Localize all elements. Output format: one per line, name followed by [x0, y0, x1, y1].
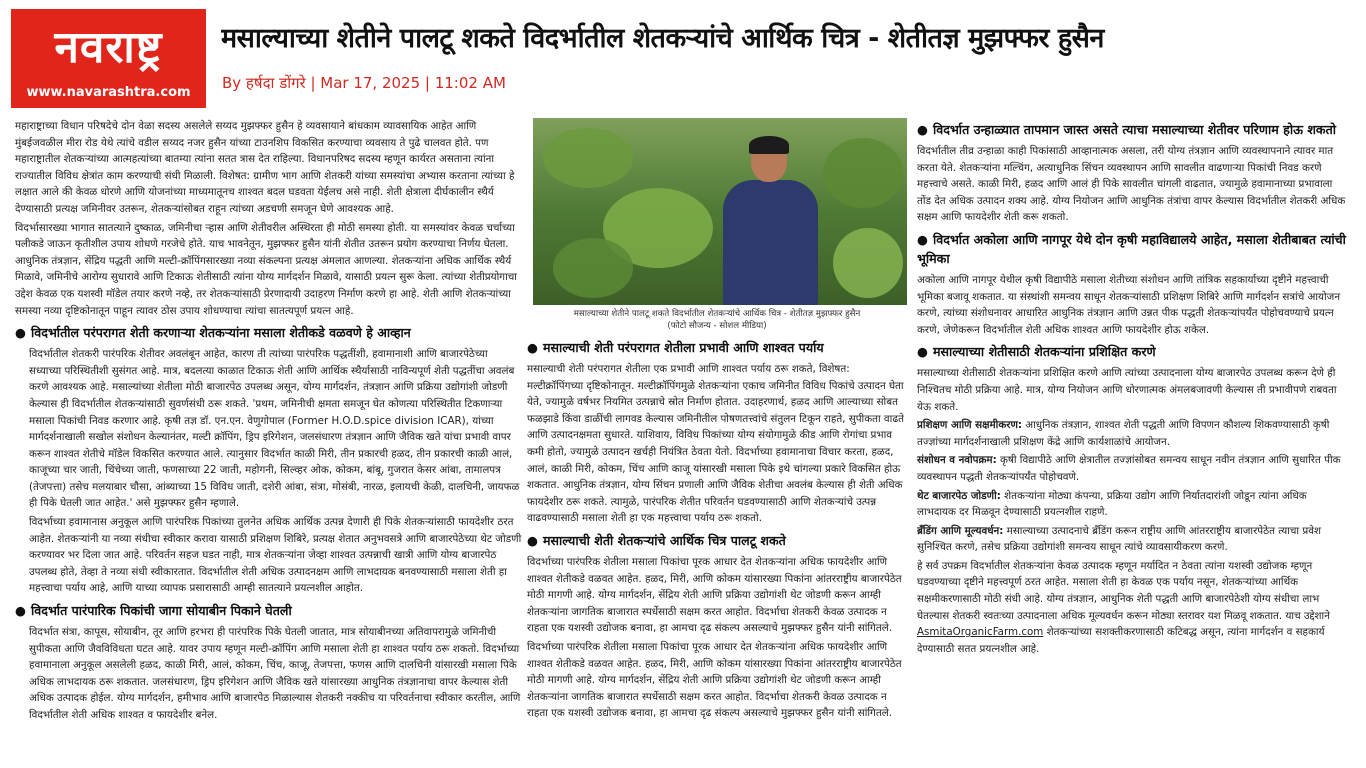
- photo-caption: मसाल्याच्या शेतीने पालटू शकते विदर्भातील शेतकऱ्यांचे आर्थिक चित्र - शेतीतज्ञ मुझफ्फर हुसैन (फोटो सौजन्य - सोशल मीडिया): [527, 308, 907, 332]
- section-heading: ● मसाल्याच्या शेतीसाठी शेतकऱ्यांना प्रशिक्षित करणे: [917, 344, 1156, 360]
- bullet-icon: ●: [527, 532, 538, 548]
- section-heading: ● विदर्भात पारंपारिक पिकांची जागा सोयाबीन पिकाने घेतली: [15, 603, 292, 619]
- list-item: प्रशिक्षण आणि सक्षमीकरण: आधुनिक तंत्रज्ञान, शाश्वत शेती पद्धती आणि विपणन कौशल्य शिकवण्यासाठी कृषी तज्ज्ञांच्या मार्गदर्शनाखाली प्रशिक्षण केंद्रे आणि कार्यशाळांचे आयोजन.: [917, 419, 1330, 448]
- farm-website-link[interactable]: AsmitaOrganicFarm.com: [917, 626, 1044, 639]
- section-heading: ● मसाल्याची शेती परंपरागत शेतीला प्रभावी आणि शाश्वत पर्याय: [527, 340, 824, 355]
- paragraph: विदर्भाच्या पारंपरिक शेतीला मसाला पिकांचा पूरक आधार देत शेतकऱ्यांना अधिक फायदेशीर आणि शाश्वत शेतीकडे वळवत आहेत. हळद, मिरी, आणि कोकम यांसारख्या पिकांना आंतरराष्ट्रीय बाजारपेठेत मोठी मागणी आहे. योग्य मार्गदर्शन, सेंद्रिय शेती आणि प्रक्रिया उद्योगांशी थेट जोडणी करून आम्ही शेतकऱ्यांना जागतिक बाजारात स्पर्धेसाठी सक्षम करत आहोत. विदर्भाचा शेतकरी केवळ उत्पादक न राहता एक यशस्वी उद्योजक बनावा, हा आमचा दृढ संकल्प असल्याचे मुझफ्फर हुसैन यांनी सांगितले.: [527, 555, 902, 635]
- paragraph: विदर्भातील तीव्र उन्हाळा काही पिकांसाठी आव्हानात्मक असला, तरी योग्य तंत्रज्ञान आणि व्यवस्थापनाने त्यावर मात करता येते. शेतकऱ्यांना मल्चिंग, अत्याधुनिक सिंचन व्यवस्थापन आणि सावलीत वाढणाऱ्या पिकांची निवड करणे महत्त्वाचे असते. काळी मिरी, हळद आणि आलं ही पिके सावलीत चांगली वाढतात, ज्यामुळे हवामानाच्या प्रभावाला तोंड देत अधिक उत्पादन शक्य आहे. योग्य नियोजन आणि आधुनिक तंत्रांचा वापर केल्यास विदर्भातील शेतकरी अधिक सक्षम आणि फायदेशीर शेती करू शकतो.: [917, 145, 1346, 224]
- list-item: संशोधन व नवोपक्रम: कृषी विद्यापीठे आणि क्षेत्रातील तज्ज्ञांसोबत समन्वय साधून नवीन तंत्रज्ञान आणि सुधारित पीक व्यवस्थापन पद्धती शेतकऱ्यांपर्यंत पोहोचवणे.: [917, 454, 1341, 483]
- list-item: ब्रँडिंग आणि मूल्यवर्धन: मसाल्याच्या उत्पादनाचे ब्रँडिंग करून राष्ट्रीय आणि आंतरराष्ट्रीय बाजारपेठेत त्याचा प्रवेश सुनिश्चित करणे, तसेच प्रक्रिया उद्योगांशी समन्वय साधून त्यांचे व्यावसायीकरण करणे.: [917, 524, 1321, 554]
- paragraph: हे सर्व उपक्रम विदर्भातील शेतकऱ्यांना केवळ उत्पादक म्हणून मर्यादित न ठेवता त्यांना यशस्वी उद्योजक म्हणून घडवण्याच्या दृष्टीने महत्त्वपूर्ण ठरत आहेत. मसाला शेती हा केवळ एक पर्याय नसून, शेतकऱ्यांच्या आर्थिक सक्षमीकरणासाठी मोठी संधी आहे. योग्य तंत्रज्ञान, आधुनिक शेती पद्धती आणि बाजारपेठेशी योग्य संधीचा लाभ घेतल्यास शेतकरी स्वतःच्या उत्पादनाला अधिक मूल्यवर्धन करून मोठ्या स्तरावर यश मिळवू शकतात. याच उद्देशाने AsmitaOrganicFarm.com शेतकऱ्यांच्या सशक्तीकरणासाठी कटिबद्ध असून, त्यांना मार्गदर्शन व सहकार्य देण्यासाठी सतत प्रयत्नशील आहे.: [917, 559, 1330, 655]
- paragraph: अकोला आणि नागपूर येथील कृषी विद्यापीठे मसाला शेतीच्या संशोधन आणि तांत्रिक सहकार्याच्या दृष्टीने महत्त्वाची भूमिका बजावू शकतात. या संस्थांशी समन्वय साधून शेतकऱ्यांसाठी प्रशिक्षण शिबिरे आणि मार्गदर्शन सत्रांचे आयोजन करणे, त्यांच्या संशोधनावर आधारित आधुनिक तंत्रज्ञान आणि उन्नत पीक पद्धती शेतकऱ्यांपर्यंत पोहोचवण्याचे प्रयत्न करणे, जेणेकरून विदर्भातील शेती अधिक शाश्वत आणि फायदेशीर होऊ शकेल.: [917, 273, 1341, 336]
- logo-url: www.navarashtra.com: [26, 85, 191, 100]
- paragraph: विदर्भाच्या हवामानास अनुकूल आणि पारंपरिक पिकांच्या तुलनेत अधिक आर्थिक उत्पन्न देणारी ही पिके शेतकऱ्यांसाठी फायदेशीर ठरत आहेत. शेतकऱ्यांनी या नव्या संधीचा स्वीकार करावा यासाठी प्रशिक्षण शिबिरे, प्रत्यक्ष शेतात अनुभवसत्रे आणि बाजारपेठेच्या थेट जोडणी करण्यावर भर दिला जात आहे. परिवर्तन सहज घडत नाही, मात्र शेतकऱ्यांना जेव्हा शाश्वत उत्पन्नाची खात्री आणि योग्य बाजारपेठ उपलब्ध होते, तेव्हा ते नव्या संधी स्वीकारतात. विदर्भातील शेती अधिक उत्पादनक्षम आणि लाभदायक बनवण्यासाठी मसाला शेती हा महत्त्वाचा पर्याय आहे, आणि याच्या व्यापक प्रसारासाठी आम्ही सातत्याने प्रयत्नशील आहोत.: [29, 516, 522, 595]
- bullet-icon: ●: [917, 122, 928, 137]
- paragraph: महाराष्ट्राच्या विधान परिषदेचे दोन वेळा सदस्य असलेले सय्यद मुझफ्फर हुसैन हे व्यवसायाने बांधकाम व्यावसायिक आहेत आणि मुंबईजवळील मीरा रोड येथे त्यांचे वडील सय्यद नजर हुसैन यांच्या टाउनशिप विकसित करण्याचा व्यवसाय ते पुढे चालवत होते. पण महाराष्ट्रातील शेतकऱ्यांच्या आत्महत्यांच्या बातम्या त्यांना सतत त्रास देत राहिल्या. विधानपरिषद सदस्य म्हणून कार्यरत असताना त्यांना राज्यातील विविध क्षेत्रांत काम करण्याची संधी मिळाली. विशेषत: ग्रामीण भाग आणि शेतकरी यांच्या समस्यांचा अभ्यास करताना त्यांच्या हे लक्षात आले की केवळ धोरणे आणि योजनांच्या माध्यमातूनच शाश्वत बदल घडवता येईलच असे नाही. शेती क्षेत्राला दीर्घकालीन स्थैर्य देण्यासाठी प्रत्यक्ष जमिनीवर उतरून, शेतकऱ्यांसोबत राहून त्यांच्या अडचणी समजून घेणे आवश्यक आहे.: [15, 120, 515, 215]
- section-heading: ● विदर्भात अकोला आणि नागपूर येथे दोन कृषी महाविद्यालये आहेत, मसाला शेतीबाबत त्यांची भूमिका: [917, 231, 1346, 266]
- site-logo[interactable]: [11, 9, 206, 108]
- paragraph: विदर्भात संत्रा, कापूस, सोयाबीन, तूर आणि हरभरा ही पारंपरिक पिके घेतली जातात, मात्र सोयाबीनच्या अतिवापरामुळे जमिनीची सुपीकता आणि जैवविविधता घटत आहे. यावर उपाय म्हणून मल्टी-क्रॉपिंग आणि मसाला शेती हा शाश्वत पर्याय ठरू शकतो. विदर्भाच्या हवामानाला अनुकूल असलेली हळद, काळी मिरी, आलं, कोकम, चिंच, काजू, तेजपत्ता, फणस आणि दालचिनी यांसारखी मसाला पिके अधिक लाभदायक ठरू शकतात. जलसंधारण, ड्रिप इरिगेशन आणि जैविक खते यांसारख्या आधुनिक तंत्रज्ञानाचा वापर केल्यास शेती अधिक उत्पादक होईल. योग्य मार्गदर्शन, हमीभाव आणि बाजारपेठ मिळाल्यास शेतकरी नक्कीच या परिवर्तनाचा स्वीकार करतील, आणि विदर्भातील शेती अधिक शाश्वत व फायदेशीर बनेल.: [29, 626, 521, 721]
- article-photo[interactable]: [533, 118, 907, 305]
- paragraph: विदर्भातील शेतकरी पारंपरिक शेतीवर अवलंबून आहेत, कारण ती त्यांच्या पारंपरिक पद्धतींशी, हवामानाशी आणि बाजारपेठेच्या सध्याच्या परिस्थितीशी सुसंगत आहे. मात्र, बदलत्या काळात टिकाऊ शेती आणि आर्थिक स्थैर्यासाठी नाविन्यपूर्ण शेती पद्धतींचा अवलंब करणे आवश्यक आहे. मसाल्यांच्या शेतीला मोठी बाजारपेठ उपलब्ध असून, योग्य मार्गदर्शन, तंत्रज्ञान आणि प्रक्रिया उद्योगांशी जोडणी केल्यास ही विदर्भातील शेतकऱ्यांसाठी सुवर्णसंधी ठरू शकते. 'प्रथम, जमिनीची क्षमता समजून घेत कोणत्या परिस्थितीत टिकणाऱ्या मसाला पिकांची निवड करणार आहे. कृषी तज्ञ डॉ. एन.एन. वेणुगोपाल (Former H.O.D.spice division ICAR), यांच्या मार्गदर्शनाखाली सखोल संशोधन केल्यानंतर, मल्टी क्रॉपिंग, ड्रिप इरिगेशन, जलसंधारण तंत्रज्ञान आणि जैविक खते यांचा प्रभावी वापर करून शाश्वत शेतीचे मॉडेल विकसित करण्यात आले. त्यानुसार विदर्भात काळी मिरी, तीन प्रकारची हळद, तीन प्रकारची काळी आलं, काजूच्या चार जाती, चिंचेच्या जाती, फणसाच्या 22 जाती, महोगनी, सिल्व्हर ओक, कोकम, बांबू, गुजरात केसर आंबा, तामालपत्र (तेजपत्ता) तसेच मलयाबार चौसा, आंब्याच्या 15 विविध जाती, दशेरी आंबा, संत्रा, मोसंबी, नारळ, इलायची केळी, दालचिनी, जायफळ ही पिके घेतली जात आहेत.' असे मुझफ्फर हुसैन म्हणाले.: [29, 348, 520, 510]
- paragraph: विदर्भासारख्या भागात सातत्याने दुष्काळ, जमिनीचा ऱ्हास आणि शेतीवरील अस्थिरता ही मोठी समस्या होती. या समस्यांवर केवळ चर्चाच्या पलीकडे जाऊन कृतीशील उपाय शोधणे गरजेचे होते. याच भावनेतून, मुझफ्फर हुसैन यांनी शेतीत उतरून प्रयोग करण्याचा निर्णय घेतला. आधुनिक तंत्रज्ञान, सेंद्रिय पद्धती आणि मल्टी-क्रॉपिंगसारख्या नव्या संकल्पना प्रत्यक्ष अंमलात आणल्या. शेतकऱ्यांना अधिक आर्थिक स्थैर्य मिळावे, जमिनीचे आरोग्य सुधारावे आणि टिकाऊ शेतीसाठी त्यांना योग्य मार्गदर्शन मिळावे, यासाठी प्रयत्न सुरू केला. त्यांच्या शेतीप्रयोगाचा उद्देश केवळ एक यशस्वी मॉडेल तयार करणे नव्हे, तर शेतकऱ्यांसाठी प्रेरणादायी उदाहरण निर्माण करणे हा आहे. शेती आणि शेतकऱ्यांच्या समस्या नव्या दृष्टिकोनातून पाहून त्यावर ठोस उपाय शोधण्याचा त्यांचा सातत्यपूर्ण प्रयत्न आहे.: [15, 221, 517, 317]
- article-byline: By हर्षदा डोंगरे | Mar 17, 2025 | 11:02 AM: [222, 74, 506, 92]
- section-heading: ● विदर्भातील परंपरागत शेती करणाऱ्या शेतकऱ्यांना मसाला शेतीकडे वळवणे हे आव्हान: [15, 325, 411, 341]
- bullet-icon: ●: [917, 231, 928, 247]
- paragraph: मसाल्याची शेती परंपरागत शेतीला एक प्रभावी आणि शाश्वत पर्याय ठरू शकते, विशेषत: मल्टीक्रॉपिंगच्या दृष्टिकोनातून. मल्टीक्रॉपिंगमुळे शेतकऱ्यांना एकाच जमिनीत विविध पिकांचे उत्पादन घेता येते, ज्यामुळे वर्षभर नियमित उत्पन्नाचे स्रोत निर्माण होतात. उदाहरणार्थ, हळद आणि आल्याच्या सोबत फळझाडे किंवा डाळींची लागवड केल्यास जमिनीतील पोषणतत्त्वांचे संतुलन टिकून राहते, सुपीकता वाढते आणि उत्पादनक्षमता सुधारते. याशिवाय, विविध पिकांच्या योग्य संयोगामुळे कीड आणि रोगांचा प्रभाव कमी होतो, ज्यामुळे उत्पादन खर्चही नियंत्रित ठेवता येतो. विदर्भाच्या हवामानाचा विचार करता, हळद, आलं, काळी मिरी, कोकम, चिंच आणि काजू यांसारखी मसाला पिके इथे चांगल्या प्रकारे विकसित होऊ शकतात. आधुनिक तंत्रज्ञान, योग्य सिंचन प्रणाली आणि जैविक शेतीचा अवलंब केल्यास ही शेती अधिक फायदेशीर ठरू शकते. त्यामुळे, पारंपरिक शेतीत परिवर्तन घडवण्यासाठी आणि शेतकऱ्यांचे उत्पन्न वाढवण्यासाठी मसाला शेती हा एक महत्त्वाचा पर्याय ठरू शकतो.: [527, 363, 904, 525]
- bullet-icon: ●: [15, 325, 26, 341]
- section-heading: ● विदर्भात उन्हाळ्यात तापमान जास्त असते त्याचा मसाल्याच्या शेतीवर परिणाम होऊ शकतो: [917, 122, 1337, 137]
- bullet-icon: ●: [15, 603, 26, 619]
- logo-text: नवराष्ट्र: [54, 22, 163, 73]
- article-column-1: [15, 118, 523, 764]
- bullet-icon: ●: [917, 344, 928, 360]
- article-column-3: [917, 116, 1347, 764]
- bullet-icon: ●: [527, 340, 538, 355]
- paragraph: मसाल्याच्या शेतीसाठी शेतकऱ्यांना प्रशिक्षित करणे आणि त्यांच्या उत्पादनाला योग्य बाजारपेठ उपलब्ध करून देणे ही निश्चितच मोठी प्रक्रिया आहे. मात्र, योग्य नियोजन आणि धोरणात्मक अंमलबजावणी केल्यास ती प्रभावीपणे राबवता येऊ शकते.: [917, 367, 1337, 413]
- photo-credit: (फोटो सौजन्य - सोशल मीडिया): [667, 321, 767, 331]
- paragraph: विदर्भाच्या पारंपरिक शेतीला मसाला पिकांचा पूरक आधार देत शेतकऱ्यांना अधिक फायदेशीर आणि शाश्वत शेतीकडे वळवत आहेत. हळद, मिरी, आणि कोकम यांसारख्या पिकांना आंतरराष्ट्रीय बाजारपेठेत मोठी मागणी आहे. योग्य मार्गदर्शन, सेंद्रिय शेती आणि प्रक्रिया उद्योगांशी थेट जोडणी करून आम्ही शेतकऱ्यांना जागतिक बाजारात स्पर्धेसाठी सक्षम करत आहोत. विदर्भाचा शेतकरी केवळ उत्पादक न राहता एक यशस्वी उद्योजक बनावा, हा आमचा दृढ संकल्प असल्याचे मुझफ्फर हुसैन यांनी सांगितले.: [527, 640, 902, 720]
- article-column-2: [527, 118, 907, 764]
- article-headline: मसाल्याच्या शेतीने पालटू शकते विदर्भातील शेतकऱ्यांचे आर्थिक चित्र - शेतीतज्ञ मुझफ्फर हुसैन: [221, 23, 1104, 54]
- list-item: थेट बाजारपेठ जोडणी: शेतकऱ्यांना मोठ्या कंपन्या, प्रक्रिया उद्योग आणि निर्यातदारांशी जोडून त्यांना अधिक लाभदायक दर मिळवून देण्यासाठी प्रयत्नशील राहणे.: [917, 489, 1307, 519]
- section-heading: ● मसाल्याची शेती शेतकऱ्यांचे आर्थिक चित्र पालटू शकते: [527, 532, 786, 548]
- person-figure: [723, 138, 818, 305]
